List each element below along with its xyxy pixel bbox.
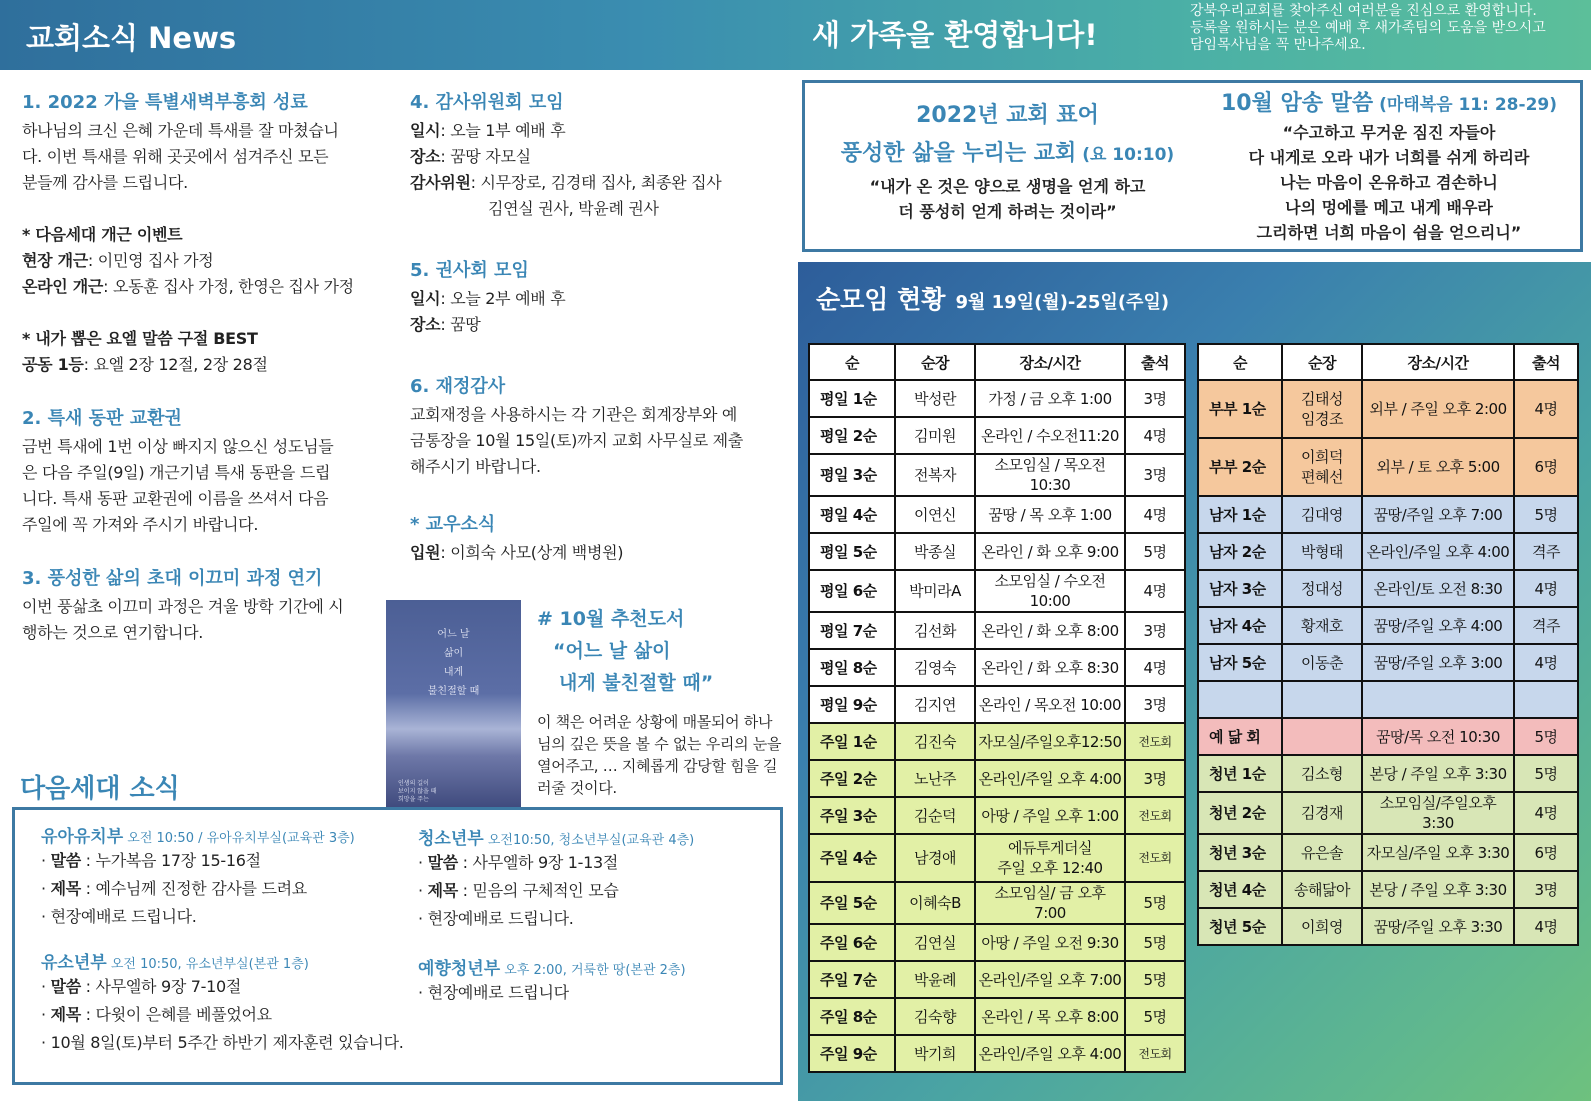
cell-place-time: 꿈땅/주일 오후 3:00 [1362, 644, 1514, 681]
col-header: 순 [1198, 344, 1282, 380]
body-line: 이번 풍삶초 이끄미 과정은 겨울 방학 기간에 시 [22, 597, 344, 616]
body-line: 분들께 감사를 드립니다. [22, 173, 188, 192]
cell-attendance: 3명 [1125, 686, 1185, 723]
news-section-title: 5. 권사회 모임 [410, 260, 529, 281]
body-line: 하나님의 크신 은혜 가운데 특새를 잘 마쳤습니 [22, 121, 339, 140]
cell-place-time: 에듀투게더실 주일 오후 12:40 [975, 834, 1125, 882]
cell-row [809, 723, 1185, 760]
cell-leader [1282, 681, 1362, 718]
cell-name: 주일 6순 [809, 924, 895, 961]
cell-row [809, 612, 1185, 649]
cell-leader: 박기희 [895, 1035, 975, 1072]
body-line: 다. 이번 특새를 위해 곳곳에서 섬겨주신 모든 [22, 147, 329, 166]
best-title: * 내가 뽑은 요엘 말씀 구절 BEST [22, 329, 258, 348]
cell-attendance: 전도회 [1125, 723, 1185, 760]
news-section-title: 4. 감사위원회 모임 [410, 92, 564, 113]
cell-place-time: 본당 / 주일 오후 3:30 [1362, 871, 1514, 908]
news-section-body [410, 540, 785, 566]
cell-name: 예 닮 회 [1198, 718, 1282, 755]
body-line: 교회재정을 사용하시는 각 기관은 회계장부와 예 [410, 405, 738, 424]
cell-place-time: 온라인/토 오전 8:30 [1362, 570, 1514, 607]
cover-small-line: 인생의 길이 [398, 780, 429, 787]
cell-place-time: 온라인 / 목 오후 8:00 [975, 998, 1125, 1035]
cell-name: 주일 3순 [809, 797, 895, 834]
cell-name: 주일 9순 [809, 1035, 895, 1072]
line-label: 말씀 [50, 977, 81, 996]
cell-attendance: 5명 [1125, 998, 1185, 1035]
cell-place-time: 소모임실 / 수오전10:00 [975, 570, 1125, 612]
onsite-value: : 이민영 집사 가정 [87, 251, 214, 270]
cell-row [809, 454, 1185, 496]
cell-name: 평일 1순 [809, 380, 895, 417]
cell-row [809, 834, 1185, 882]
memory-quote-line: 다 내게로 오라 내가 너희를 쉬게 하리라 [1248, 148, 1530, 167]
dept-info: 오전 10:50 / 유아유치부실(교육관 3층) [123, 831, 355, 846]
cell-leader: 이동춘 [1282, 644, 1362, 681]
cell-row [809, 998, 1185, 1035]
dept-name: 유아유치부 [41, 827, 124, 847]
cell-leader: 이희영 [1282, 908, 1362, 945]
cell-leader: 김진숙 [895, 723, 975, 760]
cell-name: 청년 3순 [1198, 834, 1282, 871]
line-value: : 사무엘하 9장 7-10절 [80, 977, 242, 996]
cell-leader: 전복자 [895, 454, 975, 496]
line-label: 제목 [427, 881, 458, 900]
cover-small-line: 희망을 주는 [398, 796, 429, 803]
cell-name: 남자 2순 [1198, 533, 1282, 570]
date-label: 일시 [410, 121, 441, 140]
cell-row [1198, 718, 1578, 755]
event-title: * 다음세대 개근 이벤트 [22, 225, 183, 244]
cell-attendance [1514, 681, 1578, 718]
cell-place-time: 온라인 / 화 오후 8:00 [975, 612, 1125, 649]
cell-row [1198, 755, 1578, 792]
cell-attendance: 3명 [1125, 380, 1185, 417]
cell-leader: 박성란 [895, 380, 975, 417]
members-value: : 시무장로, 김경태 집사, 최종완 집사 [470, 173, 722, 192]
cell-name: 청년 5순 [1198, 908, 1282, 945]
dept-info: 오전 10:50, 유소년부실(본관 1층) [106, 957, 309, 972]
cell-title: 순모임 현황 [816, 285, 946, 314]
cell-place-time: 꿈땅/주일 오후 3:30 [1362, 908, 1514, 945]
cell-row [1198, 908, 1578, 945]
cell-place-time: 온라인/주일 오후 4:00 [1362, 533, 1514, 570]
next-gen-title: 다음세대 소식 [20, 774, 180, 804]
cell-row [1198, 644, 1578, 681]
line-value: : 예수님께 진정한 감사를 드려요 [80, 879, 307, 898]
cell-name: 주일 8순 [809, 998, 895, 1035]
col-header: 출석 [1514, 344, 1578, 380]
news-column-1 [22, 88, 384, 646]
motto-year-title: 2022년 교회 표어 [916, 103, 1099, 128]
cell-leader: 박미라A [895, 570, 975, 612]
cell-place-time: 소모임실/주일오후3:30 [1362, 792, 1514, 834]
cell-place-time: 꿈땅/주일 오후 7:00 [1362, 496, 1514, 533]
cell-attendance: 3명 [1125, 612, 1185, 649]
cell-place-time: 자모실/주일오후12:50 [975, 723, 1125, 760]
cell-place-time: 외부 / 토 오후 5:00 [1362, 438, 1514, 496]
book-cover-title [386, 625, 521, 701]
cell-row [809, 924, 1185, 961]
date-value: : 오늘 1부 예배 후 [440, 121, 566, 140]
cell-attendance: 격주 [1514, 607, 1578, 644]
motto-quote-line: 더 풍성히 얻게 하려는 것이라” [898, 202, 1117, 221]
cell-attendance: 3명 [1125, 454, 1185, 496]
cell-leader: 김순덕 [895, 797, 975, 834]
cell-attendance: 5명 [1125, 961, 1185, 998]
motto-ref: (요 10:10) [1076, 145, 1175, 165]
cell-name: 주일 2순 [809, 760, 895, 797]
cell-name: 주일 4순 [809, 834, 895, 882]
cell-row [1198, 871, 1578, 908]
members-label: 감사위원 [410, 173, 471, 192]
welcome-line: 강북우리교회를 찾아주신 여러분을 진심으로 환영합니다. [1190, 3, 1537, 19]
col-header: 장소/시간 [1362, 344, 1514, 380]
line-label: 제목 [50, 1005, 81, 1024]
cell-leader: 송해닮아 [1282, 871, 1362, 908]
cell-row [809, 760, 1185, 797]
news-section-body [410, 402, 785, 480]
cell-place-time [1362, 681, 1514, 718]
dept-info: 오전10:50, 청소년부실(교육관 4층) [483, 833, 695, 848]
cell-leader: 김소형 [1282, 755, 1362, 792]
memory-ref: (마태복음 11: 28-29) [1373, 95, 1557, 115]
cell-row [1198, 438, 1578, 496]
cell-name: 평일 7순 [809, 612, 895, 649]
cover-line: 어느 날 [437, 629, 470, 640]
news-section-body [22, 434, 384, 538]
cell-leader: 황재호 [1282, 607, 1362, 644]
cell-leader: 박형태 [1282, 533, 1362, 570]
cell-leader: 김숙향 [895, 998, 975, 1035]
body-line: 은 다음 주일(9일) 개근기념 특새 동판을 드립 [22, 463, 331, 482]
cell-name: 청년 2순 [1198, 792, 1282, 834]
cell-name: 평일 4순 [809, 496, 895, 533]
cell-name: 부부 2순 [1198, 438, 1282, 496]
cell-row [809, 496, 1185, 533]
body-line: 금통장을 10월 15일(토)까지 교회 사무실로 제출 [410, 431, 743, 450]
cell-leader: 김경재 [1282, 792, 1362, 834]
cell-name: 주일 1순 [809, 723, 895, 760]
cell-row [809, 686, 1185, 723]
news-section-title: 1. 2022 가을 특별새벽부흥회 성료 [22, 92, 308, 113]
cell-row [1198, 792, 1578, 834]
col-header: 출석 [1125, 344, 1185, 380]
dept-name: 청소년부 [418, 829, 484, 849]
welcome-title: 새 가족을 환영합니다! [812, 18, 1098, 52]
news-section-title: 6. 재정감사 [410, 376, 506, 397]
youth-dept: 청소년부 오전10:50, 청소년부실(교육관 4층) · 말씀 : 사무엘하 9장 1-13절 · 제목 : 믿음의 구체적인 모습 · 현장예배로 드립니다. [418, 829, 695, 928]
dept-name: 유소년부 [41, 953, 107, 973]
cell-place-time: 온라인 / 화 오후 9:00 [975, 533, 1125, 570]
cell-row [809, 649, 1185, 686]
place-value: : 꿈땅 [440, 315, 481, 334]
col-header: 순장 [1282, 344, 1362, 380]
motto-box [802, 80, 1583, 252]
memory-quote-line: 그리하면 너희 마음이 쉼을 얻으리니” [1256, 223, 1522, 242]
memory-quote-line: 나는 마음이 온유하고 겸손하니 [1280, 173, 1498, 192]
cell-attendance: 4명 [1125, 649, 1185, 686]
cell-row [1198, 380, 1578, 438]
news-section-body [22, 118, 384, 378]
cell-name: 남자 3순 [1198, 570, 1282, 607]
cover-line: 불친절할 때 [427, 686, 480, 697]
line-value: : 사무엘하 9장 1-13절 [457, 853, 619, 872]
news-section-title: 3. 풍성한 삶의 초대 이끄미 과정 연기 [22, 568, 323, 589]
cell-attendance: 전도회 [1125, 834, 1185, 882]
news-section-title: 2. 특새 동판 교환권 [22, 408, 182, 429]
line-value: 현장예배로 드립니다. [427, 909, 574, 928]
cell-leader: 김대영 [1282, 496, 1362, 533]
cell-name: 남자 1순 [1198, 496, 1282, 533]
cell-name: 평일 5순 [809, 533, 895, 570]
date-value: : 오늘 2부 예배 후 [440, 289, 566, 308]
cell-name: 평일 2순 [809, 417, 895, 454]
cell-name: 평일 8순 [809, 649, 895, 686]
cell-row [1198, 681, 1578, 718]
line-value: 10월 8일(토)부터 5주간 하반기 제자훈련 있습니다. [50, 1033, 404, 1052]
infant-dept: 유아유치부 오전 10:50 / 유아유치부실(교육관 3층) · 말씀 : 누가복음 17장 15-16절 · 제목 : 예수님께 진정한 감사를 드려요 · 현장예배로 드립니다. [41, 827, 355, 926]
cell-leader: 이연신 [895, 496, 975, 533]
cell-row [809, 417, 1185, 454]
line-value: : 다윗이 은혜를 베풀었어요 [80, 1005, 272, 1024]
cell-name: 평일 9순 [809, 686, 895, 723]
cell-place-time: 온라인 / 수오전11:20 [975, 417, 1125, 454]
cell-table-left [808, 343, 1186, 1073]
col-header: 장소/시간 [975, 344, 1125, 380]
cell-row [1198, 533, 1578, 570]
cell-attendance: 4명 [1514, 792, 1578, 834]
next-gen-box [12, 807, 783, 1085]
cell-leader: 김지연 [895, 686, 975, 723]
cell-attendance: 4명 [1125, 496, 1185, 533]
cell-place-time: 온라인/주일 오후 4:00 [975, 1035, 1125, 1072]
cell-attendance: 5명 [1514, 718, 1578, 755]
cell-place-time: 본당 / 주일 오후 3:30 [1362, 755, 1514, 792]
cell-place-time: 온라인/주일 오후 4:00 [975, 760, 1125, 797]
cell-row [1198, 834, 1578, 871]
church-motto [805, 97, 1210, 224]
cell-place-time: 소모임실 / 목오전10:30 [975, 454, 1125, 496]
book-description: 이 책은 어려운 상황에 매몰되어 하나님의 깊은 뜻을 볼 수 없는 우리의 눈을 열어주고, … 지혜롭게 감당할 힘을 길러줄 것이다. [537, 713, 782, 797]
cell-row [809, 533, 1185, 570]
cell-attendance: 5명 [1514, 496, 1578, 533]
col-header: 순 [809, 344, 895, 380]
hospital-label: 입원 [410, 543, 441, 562]
welcome-line: 담임목사님을 꼭 만나주세요. [1190, 37, 1366, 53]
book-title-line-1: “어느 날 삶이 [553, 640, 671, 662]
cell-leader: 노난주 [895, 760, 975, 797]
cell-attendance: 전도회 [1125, 797, 1185, 834]
cell-name: 평일 6순 [809, 570, 895, 612]
cell-attendance: 격주 [1514, 533, 1578, 570]
online-label: 온라인 개근 [22, 277, 104, 296]
place-value: : 꿈땅 자모실 [440, 147, 531, 166]
line-value: : 믿음의 구체적인 모습 [457, 881, 619, 900]
cell-attendance: 4명 [1514, 570, 1578, 607]
cell-leader: 이혜숙B [895, 882, 975, 924]
memory-verse [1197, 89, 1581, 245]
body-line: 해주시기 바랍니다. [410, 457, 541, 476]
memory-quote-line: “수고하고 무거운 짐진 자들아 [1282, 123, 1496, 142]
cell-place-time: 꿈땅/목 오전 10:30 [1362, 718, 1514, 755]
cell-row [1198, 570, 1578, 607]
cover-small-line: 보이지 않을 때 [398, 788, 437, 795]
cell-place-time: 온라인/주일 오후 7:00 [975, 961, 1125, 998]
cell-row [809, 570, 1185, 612]
young-adult-dept: 예향청년부 오후 2:00, 거룩한 땅(본관 2층) · 현장예배로 드립니다 [418, 959, 686, 1002]
cell-place-time: 가정 / 금 오후 1:00 [975, 380, 1125, 417]
children-dept: 유소년부 오전 10:50, 유소년부실(본관 1층) · 말씀 : 사무엘하 9장 7-10절 · 제목 : 다윗이 은혜를 베풀었어요 · 10월 8일(토)부터 5주간 하반기 제자훈련 있습니다. [41, 953, 404, 1052]
hospital-value: : 이희숙 사모(상계 백병원) [440, 543, 624, 562]
cell-row [809, 1035, 1185, 1072]
line-value: : 누가복음 17장 15-16절 [80, 851, 261, 870]
news-section-body [410, 118, 785, 222]
book-cover-image [386, 600, 521, 808]
cell-place-time: 온라인 / 목오전 10:00 [975, 686, 1125, 723]
cell-place-time: 외부 / 주일 오후 2:00 [1362, 380, 1514, 438]
cell-leader: 김선화 [895, 612, 975, 649]
online-value: : 오동훈 집사 가정, 한영은 집사 가정 [103, 277, 354, 296]
cell-table-right [1197, 343, 1579, 946]
body-line: 행하는 것으로 연기합니다. [22, 623, 204, 642]
place-label: 장소 [410, 315, 441, 334]
cell-place-time: 꿈땅 / 목 오후 1:00 [975, 496, 1125, 533]
cell-name: 평일 3순 [809, 454, 895, 496]
memory-title: 10월 암송 말씀 [1220, 91, 1374, 116]
cell-attendance: 전도회 [1125, 1035, 1185, 1072]
welcome-text [1190, 3, 1586, 54]
cell-leader: 유은솔 [1282, 834, 1362, 871]
best-label: 공동 1등 [22, 355, 84, 374]
cover-line: 내게 [443, 667, 464, 678]
cell-attendance: 5명 [1514, 755, 1578, 792]
cell-row [1198, 607, 1578, 644]
news-section-body [22, 594, 384, 646]
cell-row [809, 961, 1185, 998]
cell-leader: 김연실 [895, 924, 975, 961]
cell-attendance: 6명 [1514, 438, 1578, 496]
line-value: 현장예배로 드립니다. [50, 907, 197, 926]
news-section-body [410, 286, 785, 338]
cell-row [809, 380, 1185, 417]
body-line: 주일에 꼭 가져와 주시기 바랍니다. [22, 515, 259, 534]
news-title: 교회소식 News [26, 21, 237, 55]
col-header: 순장 [895, 344, 975, 380]
cell-name: 주일 7순 [809, 961, 895, 998]
cell-leader: 정대성 [1282, 570, 1362, 607]
welcome-line: 등록을 원하시는 분은 예배 후 새가족팀의 도움을 받으시고 [1190, 20, 1546, 36]
dept-info: 오후 2:00, 거룩한 땅(본관 2층) [500, 963, 686, 978]
book-title-line-2: 내게 불친절할 때” [559, 672, 714, 694]
cell-attendance: 4명 [1514, 908, 1578, 945]
book-heading: # 10월 추천도서 [537, 608, 685, 630]
book-cover-small-text [398, 780, 510, 804]
line-label: 말씀 [427, 853, 458, 872]
cell-attendance: 5명 [1125, 533, 1185, 570]
cell-place-time: 자모실/주일 오후 3:30 [1362, 834, 1514, 871]
cell-leader: 박종실 [895, 533, 975, 570]
cell-row [809, 882, 1185, 924]
cell-place-time: 온라인 / 화 오후 8:30 [975, 649, 1125, 686]
cell-attendance: 5명 [1125, 924, 1185, 961]
cell-leader: 김미원 [895, 417, 975, 454]
cell-place-time: 꿈땅/주일 오후 4:00 [1362, 607, 1514, 644]
cell-leader: 이희덕 편혜선 [1282, 438, 1362, 496]
cell-name: 주일 5순 [809, 882, 895, 924]
line-value: 현장예배로 드립니다 [427, 983, 569, 1002]
body-line: 니다. 특새 동판 교환권에 이름을 쓰셔서 다음 [22, 489, 329, 508]
cell-place-time: 소모임실/ 금 오후 7:00 [975, 882, 1125, 924]
cell-attendance: 4명 [1514, 380, 1578, 438]
cell-name: 남자 5순 [1198, 644, 1282, 681]
body-line: 금번 특새에 1번 이상 빠지지 않으신 성도님들 [22, 437, 334, 456]
best-value: : 요엘 2장 12절, 2장 28절 [83, 355, 268, 374]
cell-leader: 남경애 [895, 834, 975, 882]
motto-title: 풍성한 삶을 누리는 교회 [840, 141, 1077, 166]
news-section-title: * 교우소식 [410, 514, 496, 535]
cell-leader: 박윤례 [895, 961, 975, 998]
cell-attendance: 3명 [1514, 871, 1578, 908]
cell-leader [1282, 718, 1362, 755]
cell-name: 청년 4순 [1198, 871, 1282, 908]
cell-row [1198, 496, 1578, 533]
cell-leader: 김태성 임경조 [1282, 380, 1362, 438]
cell-place-time: 아땅 / 주일 오전 9:30 [975, 924, 1125, 961]
date-label: 일시 [410, 289, 441, 308]
memory-quote-line: 나의 멍에를 메고 내게 배우라 [1285, 198, 1493, 217]
cell-name [1198, 681, 1282, 718]
dept-name: 예향청년부 [418, 959, 501, 979]
cell-place-time: 아땅 / 주일 오후 1:00 [975, 797, 1125, 834]
cover-line: 삶이 [443, 648, 464, 659]
cell-period: 9월 19일(월)-25일(주일) [955, 292, 1170, 313]
cell-attendance: 4명 [1514, 644, 1578, 681]
header-bar [0, 0, 1591, 70]
line-label: 말씀 [50, 851, 81, 870]
cell-name: 부부 1순 [1198, 380, 1282, 438]
news-column-2 [410, 88, 785, 566]
onsite-label: 현장 개근 [22, 251, 88, 270]
cell-attendance: 4명 [1125, 570, 1185, 612]
cell-attendance: 4명 [1125, 417, 1185, 454]
place-label: 장소 [410, 147, 441, 166]
cell-attendance: 3명 [1125, 760, 1185, 797]
cell-row [809, 797, 1185, 834]
cell-attendance: 6명 [1514, 834, 1578, 871]
book-recommendation [537, 604, 785, 799]
cell-attendance: 5명 [1125, 882, 1185, 924]
cell-name: 청년 1순 [1198, 755, 1282, 792]
cell-leader: 김영숙 [895, 649, 975, 686]
cell-name: 남자 4순 [1198, 607, 1282, 644]
members-value-2: 김연실 권사, 박윤례 권사 [488, 199, 659, 218]
line-label: 제목 [50, 879, 81, 898]
motto-quote-line: “내가 온 것은 양으로 생명을 얻게 하고 [869, 177, 1146, 196]
